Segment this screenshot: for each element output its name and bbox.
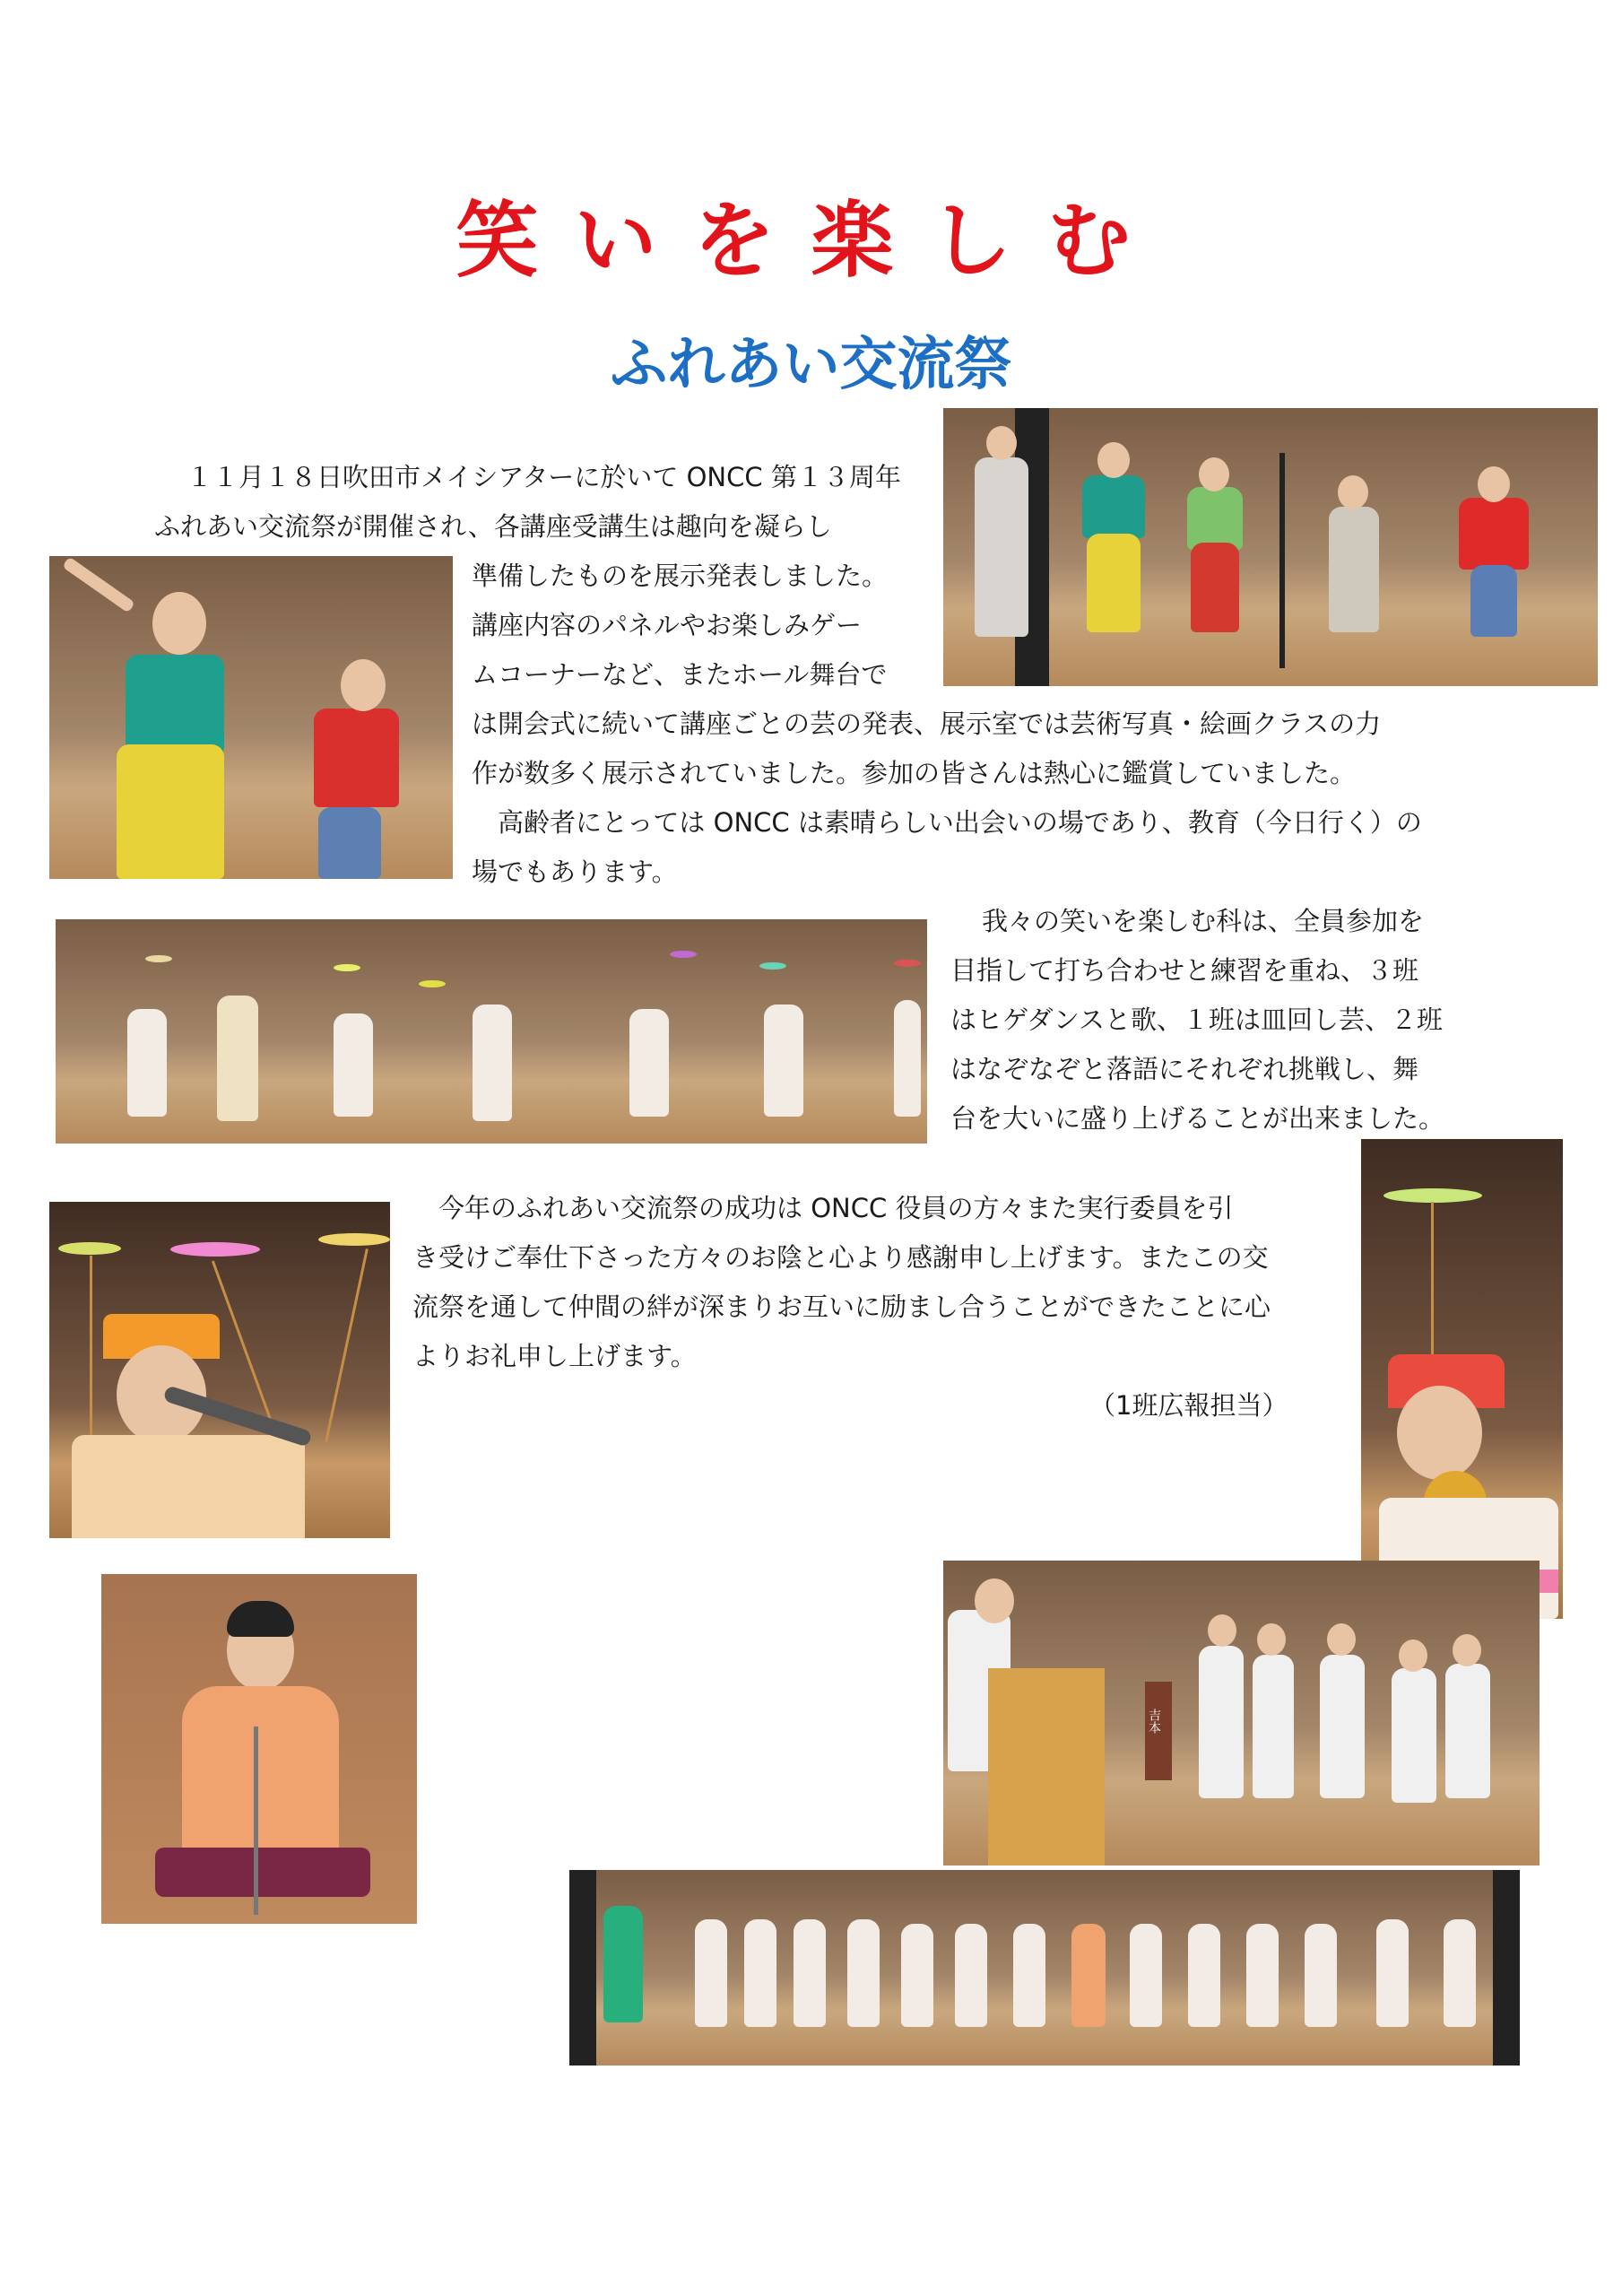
performer [894, 1000, 921, 1117]
text-line: 目指して打ち合わせと練習を重ね、３班 [950, 955, 1419, 986]
performer [1188, 1924, 1220, 2027]
performer [1459, 498, 1529, 570]
photo-plate-spinner-woman [1361, 1139, 1563, 1619]
text-line: き受けご奉仕下さった方々のお陰と心より感謝申し上げます。またこの交 [412, 1242, 1269, 1273]
performer [1470, 565, 1517, 637]
name-sign [1145, 1682, 1172, 1780]
zabuton-cushion [155, 1848, 370, 1897]
clown-costume [126, 655, 224, 753]
article-subtitle: ふれあい交流祭 [610, 332, 1012, 398]
photo-rakugo-performer [101, 1574, 417, 1924]
text-line: はヒゲダンスと歌、１班は皿回し芸、２班 [950, 1004, 1443, 1035]
performer-head [1478, 466, 1510, 502]
text-line: よりお礼申し上げます。 [412, 1341, 697, 1371]
performer-head [986, 426, 1017, 460]
performer-head [1399, 1639, 1427, 1672]
podium [988, 1668, 1105, 1866]
text-line: 今年のふれあい交流祭の成功は ONCC 役員の方々また実行委員を引 [412, 1193, 1234, 1223]
microphone-stand [254, 1726, 258, 1915]
spinning-plate [58, 1242, 121, 1255]
text-line: 作が数多く展示されていました。参加の皆さんは熱心に鑑賞していました。 [472, 758, 1357, 788]
spinning-plate [318, 1233, 390, 1246]
performer-head [1453, 1634, 1481, 1666]
performer-head [1199, 457, 1229, 491]
photo-clown-dance [943, 408, 1598, 686]
clown-arm [62, 556, 135, 613]
performer [1071, 1924, 1106, 2027]
performer-head [1097, 442, 1130, 478]
clown-head [341, 659, 386, 711]
performer [629, 1009, 669, 1117]
spinning-plate [170, 1242, 260, 1257]
performer-head [1257, 1623, 1286, 1656]
curtain [1493, 1870, 1520, 2066]
spinning-plate [1383, 1188, 1482, 1203]
photo-plate-spinning-group [56, 919, 927, 1144]
performer [1305, 1924, 1337, 2027]
plate-stick [325, 1248, 369, 1442]
curtain [569, 1870, 596, 2066]
photo-two-clowns [49, 556, 453, 879]
performer [1445, 1664, 1490, 1798]
performer [1376, 1919, 1409, 2027]
text-line: 場でもあります。 [472, 857, 678, 887]
performer [975, 457, 1028, 637]
text-line: 準備したものを展示発表しました。 [472, 561, 889, 591]
name-sign-text: 吉本 [1147, 1709, 1161, 1734]
performer [1253, 1655, 1294, 1798]
performer [955, 1924, 987, 2027]
spinning-plate [759, 962, 786, 970]
performer [1246, 1924, 1279, 2027]
text-line: ムコーナーなど、またホール舞台で [472, 659, 888, 690]
performer [1187, 487, 1243, 550]
performer [603, 1906, 643, 2022]
performer [1087, 534, 1141, 632]
performer [1444, 1919, 1476, 2027]
microphone-stand [1279, 453, 1285, 668]
performer [1130, 1924, 1162, 2027]
performer-head [1338, 475, 1368, 509]
text-line: 我々の笑いを楽しむ科は、全員参加を [982, 906, 1425, 936]
spinning-plate [419, 980, 446, 987]
performer [1320, 1655, 1365, 1798]
plate-stick [90, 1256, 92, 1462]
credit-line: （1班広報担当） [1089, 1390, 1288, 1421]
spinning-plate [670, 951, 697, 958]
text-line: 講座内容のパネルやお楽しみゲー [472, 610, 863, 640]
performer [1199, 1646, 1244, 1798]
hair [227, 1601, 294, 1637]
performer [901, 1924, 933, 2027]
kimono [182, 1686, 339, 1866]
performer [1082, 475, 1145, 538]
performer [794, 1919, 826, 2027]
text-line: １１月１８日吹田市メイシアターに於いて ONCC 第１３周年 [186, 462, 901, 492]
text-line: 高齢者にとっては ONCC は素晴らしい出会いの場であり、教育（今日行く）の [472, 807, 1422, 838]
performer-kimono [72, 1435, 305, 1538]
spinning-plate [145, 955, 172, 962]
performer [847, 1919, 880, 2027]
clown-trousers [117, 744, 224, 879]
performer-head [1327, 1623, 1356, 1656]
photo-finale-lineup [569, 1870, 1520, 2066]
performer [1392, 1668, 1436, 1803]
performer [1013, 1924, 1045, 2027]
performer [764, 1004, 803, 1117]
text-line: 台を大いに盛り上げることが出来ました。 [950, 1103, 1445, 1134]
performer [473, 1004, 512, 1121]
performer [334, 1013, 373, 1117]
photo-plate-spinner-closeup [49, 1202, 390, 1538]
text-line: ふれあい交流祭が開催され、各講座受講生は趣向を凝らし [154, 511, 832, 542]
spinning-plate [334, 964, 360, 971]
photo-podium-speech [943, 1561, 1540, 1866]
performer [1191, 543, 1239, 632]
performer [695, 1919, 727, 2027]
text-line: は開会式に続いて講座ごとの芸の発表、展示室では芸術写真・絵画クラスの力 [472, 709, 1382, 739]
article-title: 笑いを楽しむ [455, 192, 1167, 289]
performer [127, 1009, 167, 1117]
text-line: はなぞなぞと落語にそれぞれ挑戦し、舞 [950, 1054, 1419, 1084]
performer [744, 1919, 776, 2027]
performer [217, 996, 258, 1121]
clown-trousers [318, 807, 381, 879]
performer-head [1208, 1614, 1236, 1647]
performer [1329, 507, 1379, 632]
spinning-plate [894, 960, 921, 967]
clown-head [152, 592, 206, 655]
speaker-head [975, 1578, 1014, 1623]
performer-head [1397, 1386, 1482, 1480]
clown-costume [314, 709, 399, 807]
text-line: 流祭を通して仲間の絆が深まりお互いに励まし合うことができたことに心 [412, 1292, 1271, 1322]
